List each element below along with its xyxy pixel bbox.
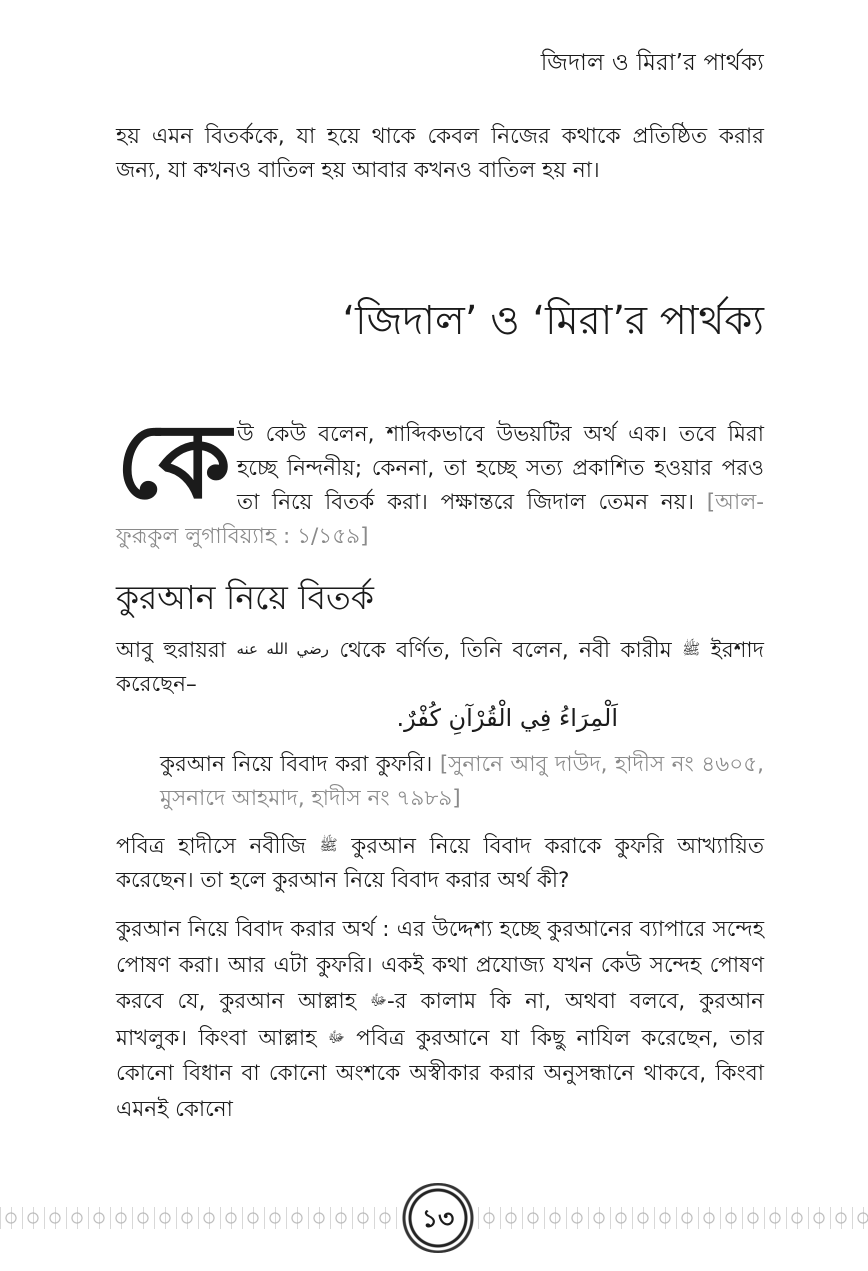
running-header: জিদাল ও মিরা’র পার্থক্য [540, 50, 764, 76]
narration-part-c: ইরশাদ করেছেন– [116, 638, 764, 697]
para3-part-b: -র কালাম কি না, অথবা বলবে, কুরআন মাখলুক। কিংবা আল্লাহ [116, 989, 764, 1051]
para2-part-b: কুরআন নিয়ে বিবাদ করাকে কুফরি আখ্যায়িত করেছেন। তা হলে কুরআন নিয়ে বিবাদ করার অর্থ কী? [116, 834, 764, 893]
drop-cap: কে [116, 399, 231, 522]
section-body: উ কেউ বলেন, শাব্দিকভাবে উভয়টির অর্থ এক। তবে মিরা হচ্ছে নিন্দনীয়; কেননা, তা হচ্ছে সত্য প্রকাশিত হওয়ার পরও তা নিয়ে বিতর্ক করা। পক্ষান্তরে জিদাল তেমন নয়। [236, 422, 764, 515]
page-footer [0, 1183, 868, 1253]
hadith-translation-paragraph [160, 748, 764, 816]
narration-part-a: আবু হুরায়রা [116, 638, 226, 663]
narration-part-b: থেকে বর্ণিত, তিনি বলেন, নবী কারীম [339, 638, 672, 663]
ornamental-border-right [478, 1207, 868, 1229]
ornamental-border-left [0, 1207, 400, 1229]
intro-text: হয় এমন বিতর্ককে, যা হয়ে থাকে কেবল নিজের কথাকে প্রতিষ্ঠিত করার জন্য, যা কখনও বাতিল হয় আবার কখনও বাতিল হয় না। [116, 124, 764, 183]
honorific-nabi: ﷺ [682, 640, 701, 658]
honorific-allah: ﷻ [370, 991, 387, 1009]
citation-reference: [আল-ফুরূকুল লুগাবিয়্যাহ : ১/১৫৯] [116, 490, 765, 549]
arabic-hadith: اَلْمِرَاءُ فِي الْقُرْآنِ كُفْرٌ. [396, 704, 618, 732]
section-title: ‘জিদাল’ ও ‘মিরা’র পার্থক্য [342, 298, 764, 344]
honorific-sahabi: رضي الله عنه [236, 640, 329, 658]
page-number: ১৩ [421, 1203, 455, 1233]
para2-part-a: পবিত্র হাদীসে নবীজি [116, 834, 306, 859]
intro-paragraph [116, 120, 764, 188]
honorific-allah-2: ﷻ [327, 1027, 345, 1046]
section-paragraph [116, 399, 765, 554]
narration-paragraph [116, 632, 764, 702]
hadith-translation: কুরআন নিয়ে বিবাদ করা কুফরি। [160, 752, 433, 777]
subsection-title: কুরআন নিয়ে বিতর্ক [116, 578, 374, 617]
para3-part-a: কুরআন নিয়ে বিবাদ করার অর্থ : এর উদ্দেশ্য হচ্ছে কুরআনের ব্যাপারে সন্দেহ পোষণ করা। আর এটা কুফরি। একই কথা প্রযোজ্য যখন কেউ সন্দেহ পোষণ করবে যে, কুরআন আল্লাহ [116, 917, 764, 1014]
hadith-reference: [সুনানে আবু দাউদ, হাদীস নং ৪৬০৫, মুসনাদে আহমাদ, হাদীস নং ৭৯৮৯] [160, 752, 764, 811]
honorific-nabi-2: ﷺ [319, 836, 338, 854]
para3-part-c: পবিত্র কুরআনে যা কিছু নাযিল করেছেন, তার কোনো বিধান বা কোনো অংশকে অস্বীকার করার অনুসন্ধানে থাকবে, কিংবা এমনই কোনো [116, 1025, 764, 1122]
page-number-medallion [399, 1183, 477, 1253]
meaning-paragraph [116, 912, 764, 1127]
explanation-paragraph [116, 828, 764, 898]
